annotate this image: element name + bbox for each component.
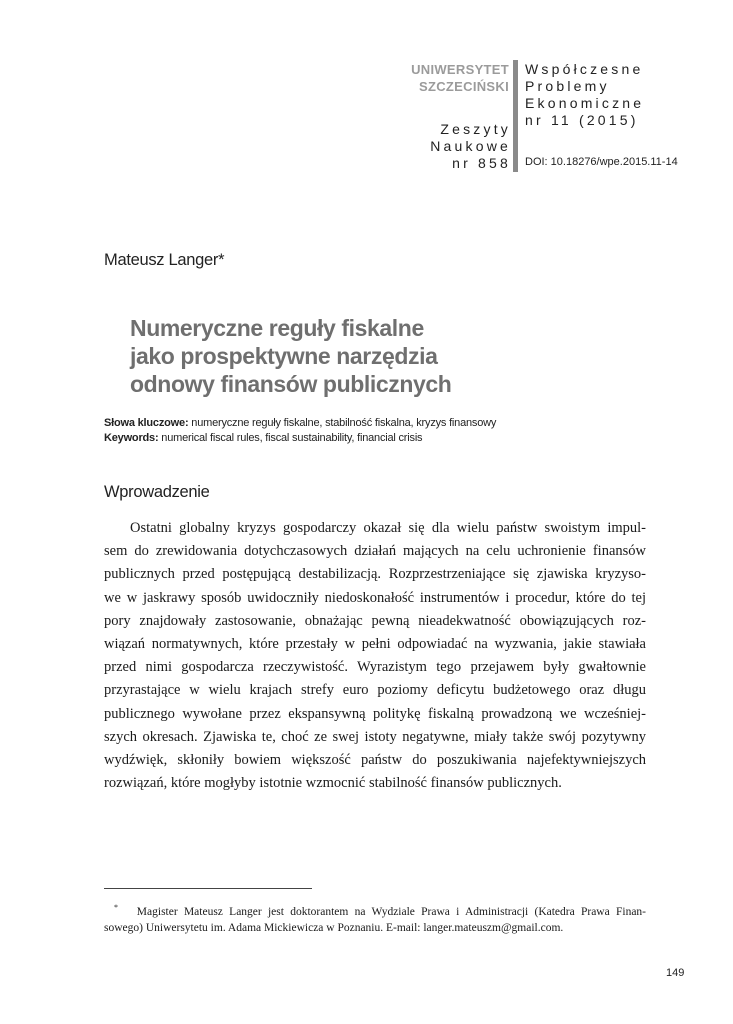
journal-line-2: Problemy — [525, 78, 610, 94]
journal-line-3: Ekonomiczne — [525, 95, 645, 111]
journal-line-1: Współczesne — [525, 61, 644, 77]
paragraph-line: przed nimi gospodarcza rzeczywistość. Wyrazistym tego przejawem były gwałtownie — [104, 659, 646, 676]
university-line-2: SZCZECIŃSKI — [419, 79, 509, 94]
footnote-rule — [104, 888, 312, 889]
article-title — [130, 314, 451, 398]
doi: DOI: 10.18276/wpe.2015.11-14 — [525, 156, 678, 168]
paragraph-line: sem do zrewidowania dotychczasowych działań mających na celu uchronienie finansów — [104, 543, 646, 560]
series-line-2: Naukowe — [430, 138, 511, 154]
keywords-en — [104, 431, 496, 446]
header-divider — [513, 60, 518, 172]
series-name — [430, 121, 511, 172]
paragraph-line: publicznych przed postępującą destabilizacją. Rozprzestrzeniające się zjawiska kryzyso- — [104, 566, 646, 583]
series-line-1: Zeszyty — [440, 121, 511, 137]
paragraph-line: rozwiązań, które mogłyby istotnie wzmocnić stabilność finansów publicznych. — [104, 775, 562, 792]
title-line-1: Numeryczne reguły fiskalne — [130, 315, 424, 341]
keywords-en-text: numerical fiscal rules, fiscal sustainability, financial crisis — [158, 432, 423, 444]
footnote — [104, 900, 646, 936]
section-heading: Wprowadzenie — [104, 483, 210, 501]
paragraph-line: wydźwięk, skłoniły bowiem większość państw do poszukiwania najefektywniejszych — [104, 751, 646, 768]
paragraph-line: we w jaskrawy sposób uwidoczniły niedoskonałość instrumentów i procedur, które do tej — [104, 589, 646, 606]
paragraph-line: pory znajdowały zastosowanie, obnażając pewną nieadekwatność obowiązujących roz- — [104, 612, 646, 629]
journal-line-4: nr 11 (2015) — [525, 112, 639, 128]
keywords-pl — [104, 416, 496, 431]
footnote-line-2: sowego) Uniwersytetu im. Adama Mickiewicza w Poznaniu. E-mail: langer.mateuszm@gmail.com. — [104, 921, 564, 934]
journal-name — [525, 61, 644, 129]
title-line-2: jako prospektywne narzędzia — [130, 343, 438, 369]
page-number: 149 — [666, 967, 685, 979]
paragraph-line: szych okresach. Zjawiska te, choć ze swej istoty negatywne, miały także swój pozytywny — [104, 728, 646, 745]
paragraph-line: publicznego wywołane przez ekspansywną politykę fiskalną prowadzoną we wcześniej- — [104, 705, 646, 722]
paragraph-line: Ostatni globalny kryzys gospodarczy okazał się dla wielu państw swoistym impul- — [130, 520, 646, 536]
title-line-3: odnowy finansów publicznych — [130, 371, 452, 397]
university-name — [411, 61, 509, 95]
footnote-marker: * — [114, 903, 118, 912]
keywords-pl-text: numeryczne reguły fiskalne, stabilność fiskalna, kryzys finansowy — [188, 417, 497, 429]
intro-paragraph — [104, 517, 646, 795]
footnote-line-1 — [104, 900, 646, 920]
author-name: Mateusz Langer* — [104, 251, 225, 269]
keywords-en-label: Keywords: — [104, 432, 159, 444]
series-line-3: nr 858 — [452, 155, 511, 171]
paragraph-line: wiązań normatywnych, które przestały w pełni odpowiadać na wyzwania, jakie stawiała — [104, 635, 646, 652]
paragraph-line: przyrastające w wielu krajach strefy euro poziomy deficytu budżetowego oraz długu — [104, 682, 646, 699]
footnote-text-1: Magister Mateusz Langer jest doktorantem na Wydziale Prawa i Administracji (Katedra Prawa Finan- — [136, 905, 647, 918]
keywords-pl-label: Słowa kluczowe: — [104, 417, 189, 429]
keywords — [104, 416, 496, 446]
university-line-1: UNIWERSYTET — [411, 62, 509, 77]
